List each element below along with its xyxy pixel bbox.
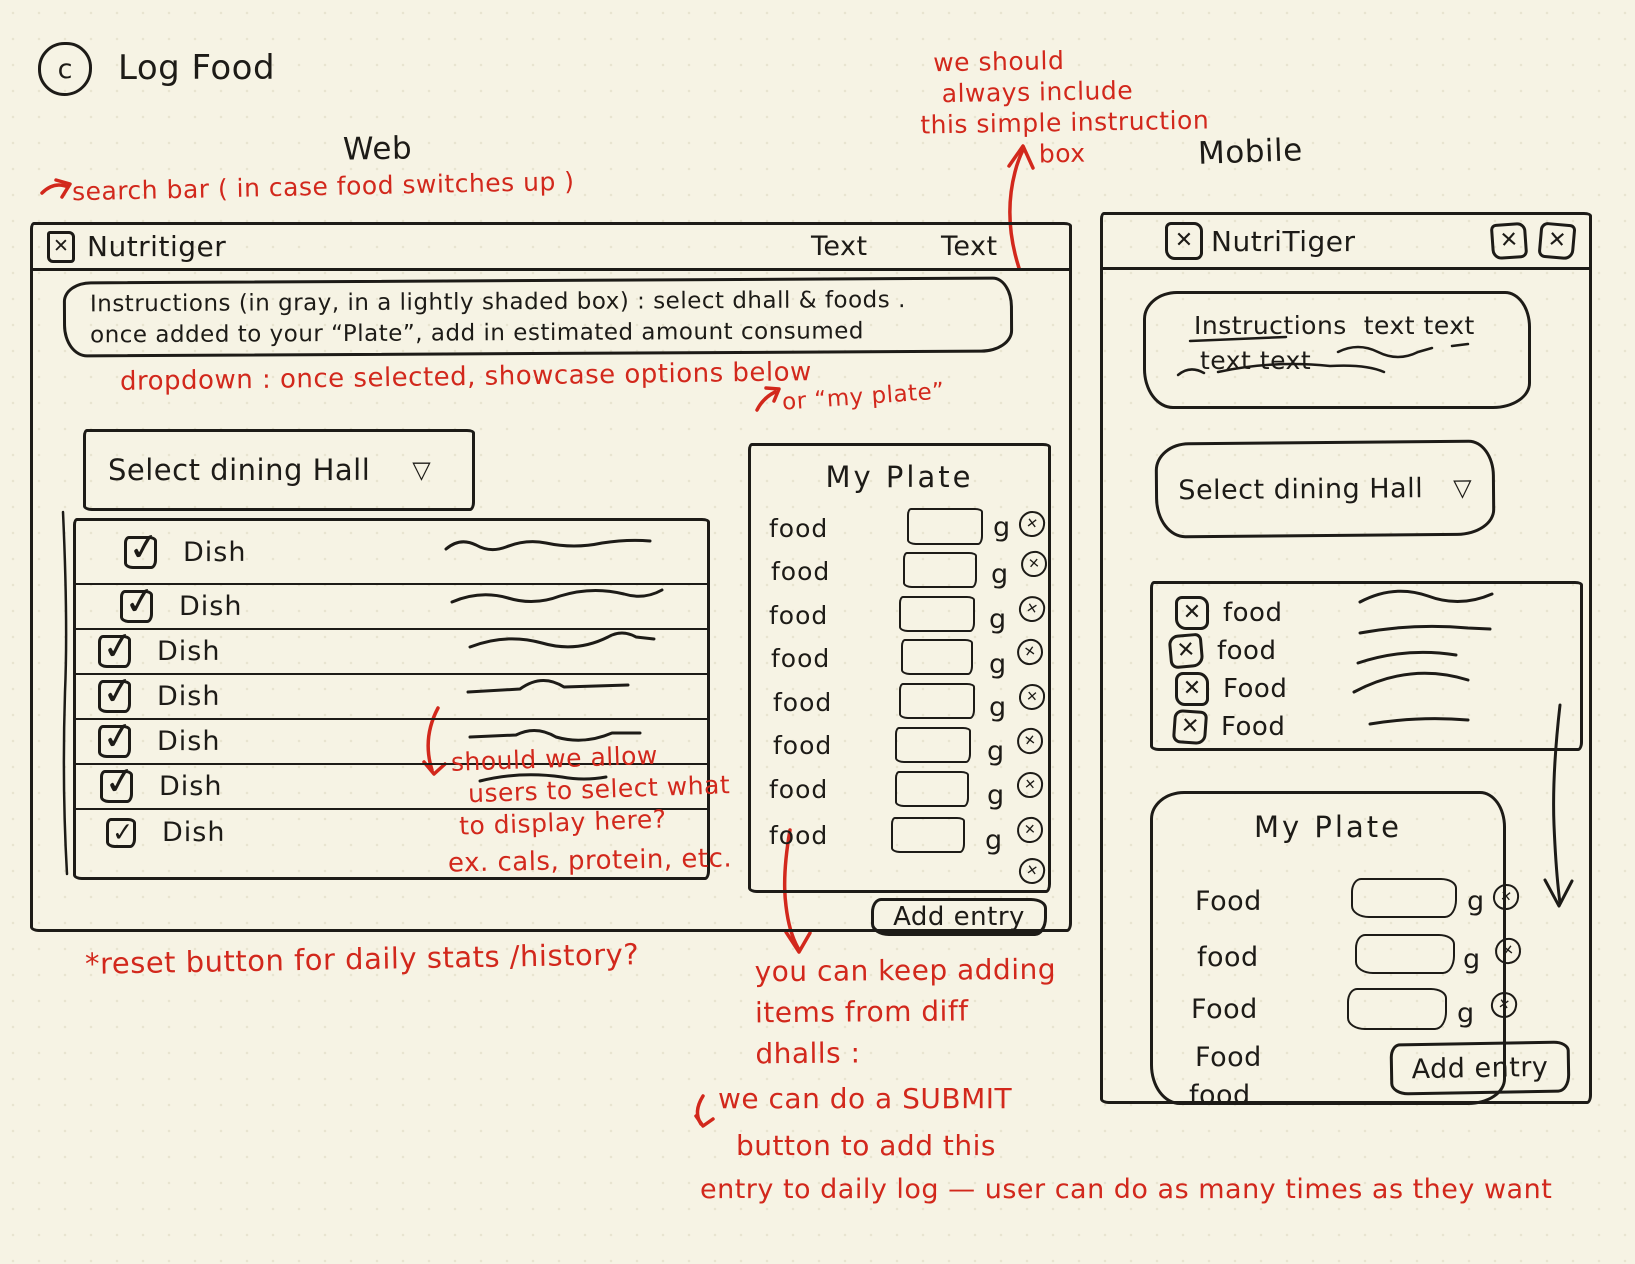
instruction-box-note-line: we should [932, 45, 1065, 78]
dish-label: Dish [183, 536, 247, 568]
food-label: Food [1195, 886, 1262, 917]
instructions-line: Instructions (in gray, in a lightly shaded box) : select dhall & foods . [89, 287, 906, 318]
unit-label: g [991, 559, 1009, 590]
dish-checkbox[interactable] [98, 725, 131, 758]
submit-note-line: entry to daily log — user can do as many times as they want [700, 1174, 1553, 1205]
dish-checkbox[interactable] [100, 770, 133, 803]
remove-item-icon[interactable] [1492, 883, 1521, 912]
instruction-box-note-line: box [1038, 138, 1086, 169]
app-logo-icon[interactable] [1165, 222, 1203, 260]
remove-item-icon[interactable] [1017, 856, 1047, 886]
search-bar-note: search bar ( in case food switches up ) [71, 166, 575, 207]
food-label: food [1189, 1080, 1251, 1111]
or-my-plate-note: or “my plate” [781, 378, 946, 416]
plate-row [769, 637, 1040, 680]
add-entry-button[interactable] [871, 898, 1047, 936]
chevron-down-icon: ▽ [412, 456, 431, 484]
keep-adding-arrowhead [786, 932, 810, 952]
keep-adding-note-line: items from diff [754, 994, 969, 1030]
remove-item-icon[interactable] [1020, 550, 1048, 578]
plate-row [769, 551, 1040, 594]
display-options-note-line: users to select what [467, 770, 731, 809]
remove-item-icon[interactable] [1493, 936, 1522, 965]
add-entry-button[interactable] [1390, 1040, 1571, 1095]
food-row[interactable] [1175, 670, 1580, 708]
app-title: Nutritiger [87, 230, 227, 263]
food-label: food [1223, 598, 1283, 628]
remove-item-icon[interactable] [1015, 637, 1045, 667]
dish-checkbox[interactable] [106, 818, 136, 848]
window-control-icon[interactable] [1537, 221, 1576, 260]
search-note-arrow [42, 185, 68, 193]
dish-checkbox[interactable] [120, 590, 153, 623]
keep-adding-note [754, 949, 1056, 1075]
submit-note-line: button to add this [736, 1129, 996, 1162]
display-examples-note: ex. cals, protein, etc. [447, 843, 733, 879]
instruction-box-note-line: this simple instruction [920, 105, 1210, 140]
unit-label: g [1457, 998, 1475, 1029]
unit-label: g [1467, 886, 1485, 917]
food-label: food [769, 601, 829, 630]
food-label: Food [1195, 1042, 1262, 1073]
my-plate-rows [769, 508, 1040, 856]
dish-row[interactable] [76, 521, 707, 585]
unit-label: g [993, 512, 1011, 543]
instructions-box [1143, 291, 1531, 409]
amount-input[interactable] [1351, 878, 1457, 918]
remove-item-icon[interactable] [1489, 990, 1519, 1020]
remove-item-icon[interactable] [1017, 594, 1048, 625]
nav-item-text[interactable]: Text [811, 231, 868, 262]
food-checkbox[interactable] [1175, 672, 1209, 706]
dish-label: Dish [179, 591, 243, 622]
food-label: food [769, 514, 829, 543]
amount-input[interactable] [907, 508, 983, 545]
dish-checkbox[interactable] [124, 536, 157, 569]
plate-row [769, 508, 1040, 551]
food-row[interactable] [1173, 708, 1580, 746]
remove-item-icon[interactable] [1017, 509, 1046, 538]
plate-row [769, 723, 1040, 766]
mobile-titlebar [1103, 215, 1589, 270]
plate-row [769, 680, 1040, 723]
chevron-down-icon: ▽ [1453, 473, 1472, 502]
amount-input[interactable] [1347, 988, 1447, 1030]
food-label: food [1217, 636, 1277, 666]
amount-input[interactable] [901, 639, 973, 675]
instructions-box [63, 277, 1013, 358]
food-label: food [769, 821, 829, 850]
food-label: food [771, 644, 831, 673]
reset-button-note: *reset button for daily stats /history? [84, 937, 640, 981]
amount-input[interactable] [1355, 934, 1455, 974]
search-note-arrowhead [56, 180, 70, 197]
web-titlebar [33, 225, 1069, 271]
remove-item-icon[interactable] [1015, 726, 1044, 755]
window-control-icon[interactable] [1490, 222, 1528, 260]
dish-label: Dish [162, 817, 226, 848]
unit-label: g [989, 692, 1007, 723]
amount-input[interactable] [891, 817, 965, 853]
web-section-label: Web [342, 130, 413, 168]
display-options-note [450, 737, 731, 843]
amount-input[interactable] [899, 596, 975, 632]
remove-item-icon[interactable] [1016, 816, 1044, 844]
food-label: food [769, 775, 829, 804]
unit-label: g [1463, 944, 1481, 975]
add-entry-label: Add entry [1411, 1051, 1549, 1085]
unit-label: g [987, 736, 1005, 767]
keep-adding-note-line: you can keep adding [754, 952, 1057, 989]
amount-input[interactable] [899, 683, 975, 719]
instructions-line: once added to your “Plate”, add in estimated amount consumed [90, 318, 865, 349]
remove-item-icon[interactable] [1018, 683, 1046, 711]
food-label: food [773, 688, 833, 717]
page-title: Log Food [118, 48, 276, 88]
dish-label: Dish [159, 771, 223, 802]
instructions-line [1194, 308, 1528, 343]
unit-label: g [985, 825, 1003, 856]
amount-input[interactable] [895, 771, 969, 807]
food-label: Food [1191, 994, 1258, 1025]
dish-label: Dish [157, 681, 221, 712]
food-label: food [773, 731, 833, 760]
instructions-line-rest: text text [1363, 311, 1475, 340]
instruction-box-note-line: always include [941, 75, 1134, 109]
keep-adding-note-line: dhalls : [755, 1036, 861, 1071]
food-label: Food [1221, 712, 1286, 742]
add-entry-label: Add entry [893, 901, 1025, 932]
submit-note-hookhead [696, 1116, 713, 1126]
plate-row [769, 766, 1040, 809]
dish-checkbox[interactable] [98, 635, 131, 668]
mobile-section-label: Mobile [1197, 132, 1304, 172]
instruction-box-note [919, 42, 1210, 171]
food-label: food [771, 557, 831, 586]
dining-hall-dropdown[interactable] [83, 429, 475, 511]
my-plate-title: My Plate [825, 460, 974, 494]
dining-hall-dropdown-label: Select dining Hall [108, 453, 371, 487]
dining-hall-dropdown[interactable] [1155, 440, 1496, 539]
food-checkbox[interactable] [1175, 596, 1209, 630]
instructions-line: text text [1200, 346, 1312, 375]
display-options-note-line: to display here? [458, 804, 667, 841]
dish-row[interactable] [76, 630, 707, 675]
unit-label: g [987, 780, 1005, 811]
submit-note-line: we can do a SUBMIT [718, 1082, 1013, 1115]
submit-note-hook [697, 1096, 703, 1124]
app-logo-icon[interactable] [47, 231, 75, 263]
app-title: NutriTiger [1211, 224, 1356, 258]
dish-row[interactable] [76, 585, 707, 630]
nav-item-text[interactable]: Text [941, 231, 998, 262]
remove-item-icon[interactable] [1016, 771, 1045, 800]
instructions-word: Instructions [1194, 311, 1347, 340]
amount-input[interactable] [903, 552, 977, 588]
mobile-food-list [1150, 581, 1583, 751]
dish-label: Dish [157, 726, 221, 757]
food-row[interactable] [1169, 632, 1580, 670]
food-label: Food [1223, 674, 1288, 704]
food-checkbox[interactable] [1172, 709, 1208, 745]
display-options-note-line: should we allow [450, 740, 659, 777]
dropdown-note: dropdown : once selected, showcase options below [119, 357, 813, 397]
food-label: food [1197, 942, 1259, 973]
food-checkbox[interactable] [1168, 633, 1205, 670]
section-badge-letter: c [57, 53, 73, 85]
my-plate-panel [748, 443, 1051, 893]
unit-label: g [989, 649, 1007, 680]
mobile-window [1100, 212, 1592, 1111]
section-badge [38, 42, 92, 96]
my-plate-title: My Plate [1254, 810, 1402, 844]
amount-input[interactable] [895, 727, 971, 763]
unit-label: g [989, 604, 1007, 635]
plate-row [769, 594, 1040, 637]
dish-label: Dish [157, 636, 221, 667]
dish-row[interactable] [76, 675, 707, 720]
food-row[interactable] [1175, 594, 1580, 632]
dish-checkbox[interactable] [98, 680, 131, 713]
dining-hall-dropdown-label: Select dining Hall [1178, 472, 1424, 506]
plate-row [769, 809, 1040, 856]
